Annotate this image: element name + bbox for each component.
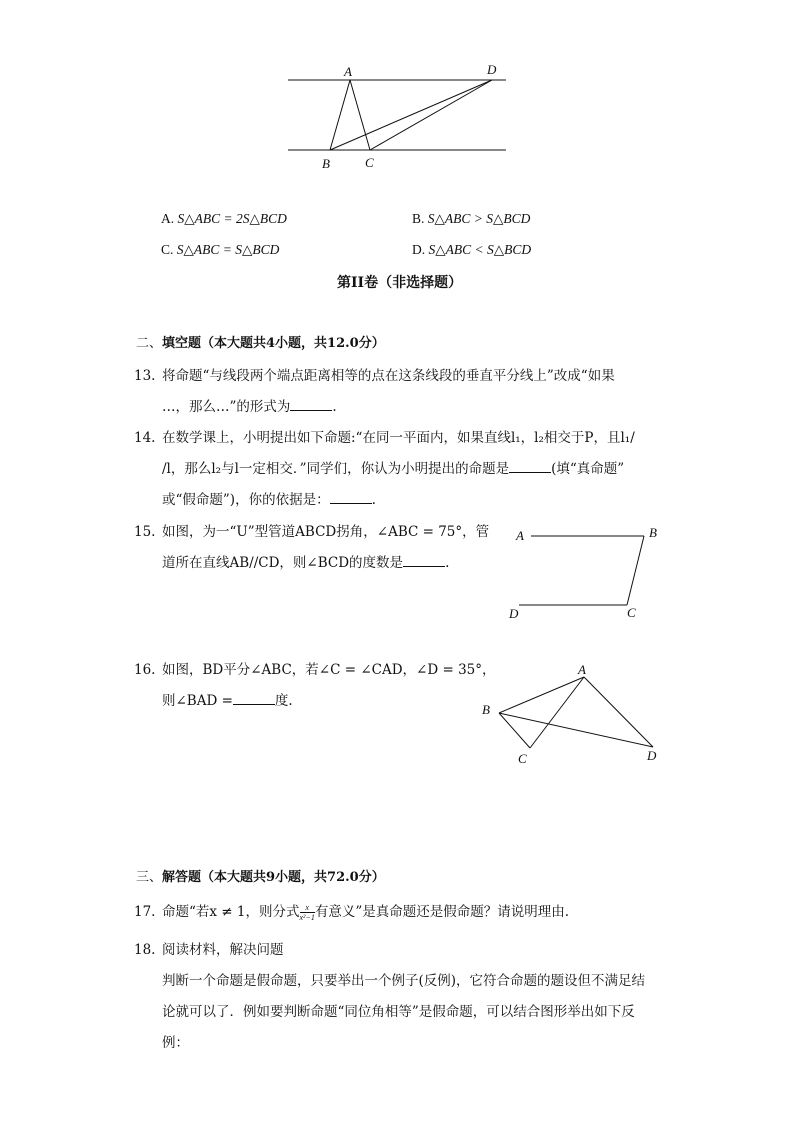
section2-heading — [136, 334, 385, 354]
q15-end: . — [445, 555, 450, 571]
part2-title: 第II卷（非选择题） — [337, 275, 463, 291]
segment-ad — [584, 677, 653, 747]
section3-num: 三、 — [136, 870, 163, 885]
q17-line1 — [162, 902, 569, 922]
option-expr: S△ABC = 2S△BCD — [177, 211, 287, 226]
q15-text: 道所在直线AB//CD，则∠BCD的度数是 — [162, 555, 404, 571]
q17-text: 命题“若x ≠ 1，则分式 — [162, 904, 300, 920]
label-d: D — [509, 606, 519, 621]
segment-ba — [499, 677, 584, 713]
fraction-denominator: x²−1 — [299, 913, 315, 922]
answer-blank[interactable] — [233, 692, 275, 705]
option-expr: S△ABC = S△BCD — [176, 242, 280, 257]
answer-blank[interactable] — [330, 491, 372, 504]
segment-ab — [330, 80, 350, 150]
answer-blank[interactable] — [403, 554, 445, 567]
q14-line3 — [162, 490, 376, 510]
figure-parallel-triangles — [280, 58, 520, 178]
q13-num: 13. — [134, 368, 156, 384]
segment-cd — [370, 80, 492, 150]
option-a — [161, 209, 287, 229]
option-c — [161, 240, 279, 260]
option-expr: S△ABC < S△BCD — [428, 242, 532, 257]
q16-text: 则∠BAD = — [162, 693, 233, 709]
q18-line3: 论就可以了．例如要判断命题“同位角相等”是假命题，可以结合图形举出如下反 — [162, 1004, 635, 1020]
q14-line2 — [162, 459, 624, 479]
q13-end: . — [332, 399, 337, 415]
q14-end: . — [371, 492, 376, 508]
segment-ac — [350, 80, 370, 150]
label-d: D — [487, 62, 497, 77]
option-letter: D. — [412, 242, 426, 257]
section2-title: 填空题（本大题共4小题，共12.0分） — [162, 336, 385, 351]
q17-fraction — [300, 903, 315, 922]
figure-u-pipe — [500, 525, 660, 620]
segment-bc — [499, 713, 530, 748]
segment-bd — [330, 80, 492, 150]
option-letter: A. — [161, 211, 175, 226]
option-letter: C. — [161, 242, 174, 257]
q13-line1: 将命题“与线段两个端点距离相等的点在这条线段的垂直平分线上”改成“如果 — [162, 368, 615, 384]
answer-blank[interactable] — [509, 460, 551, 473]
option-expr: S△ABC > S△BCD — [427, 211, 531, 226]
fraction-numerator: x — [300, 903, 315, 913]
option-letter: B. — [412, 211, 425, 226]
q16-num: 16. — [134, 662, 156, 678]
label-d: D — [647, 748, 657, 763]
q14-text: /l，那么l₂与l一定相交．”同学们，你认为小明提出的命题是 — [162, 461, 510, 477]
q16-line2 — [162, 691, 293, 711]
q15-line2 — [162, 553, 449, 573]
label-b: B — [649, 525, 657, 540]
q14-line1: 在数学课上，小明提出如下命题:“在同一平面内，如果直线l₁，l₂相交于P，且l₁/ — [162, 430, 635, 446]
q18-line1: 阅读材料，解决问题 — [162, 942, 284, 958]
section2-num: 二、 — [136, 336, 163, 351]
q18-num: 18. — [134, 942, 156, 958]
figure-bisector-triangle — [490, 665, 665, 765]
option-b — [412, 209, 530, 229]
label-c: C — [518, 751, 527, 766]
q14-text: 或“假命题”)，你的依据是： — [162, 492, 330, 508]
q14-text-end: (填“真命题” — [551, 461, 625, 477]
segment-bc — [627, 536, 644, 605]
q14-num: 14. — [134, 430, 156, 446]
label-b: B — [482, 702, 490, 717]
q13-text: …，那么…”的形式为 — [162, 399, 291, 415]
segment-bd — [499, 713, 653, 747]
section3-heading — [136, 868, 385, 888]
option-d — [412, 240, 531, 260]
segment-ca — [530, 677, 584, 748]
label-a: A — [344, 64, 352, 79]
answer-blank[interactable] — [290, 398, 332, 411]
label-a: A — [578, 662, 586, 677]
label-c: C — [365, 155, 374, 170]
label-a: A — [516, 528, 524, 543]
q17-text-end: 有意义”是真命题还是假命题？请说明理由. — [314, 904, 570, 920]
q18-line4: 例： — [162, 1035, 189, 1051]
q18-line2: 判断一个命题是假命题，只要举出一个例子(反例)，它符合命题的题设但不满足结 — [162, 973, 646, 989]
label-b: B — [322, 156, 330, 171]
q15-line1: 如图，为一“U”型管道ABCD拐角，∠ABC = 75°，管 — [162, 524, 490, 540]
q16-end: 度. — [274, 693, 293, 709]
q13-line2 — [162, 397, 337, 417]
q16-line1: 如图，BD平分∠ABC，若∠C = ∠CAD，∠D = 35°， — [162, 662, 496, 678]
section3-title: 解答题（本大题共9小题，共72.0分） — [162, 870, 385, 885]
q17-num: 17. — [134, 904, 156, 920]
label-c: C — [627, 605, 636, 620]
q15-num: 15. — [134, 524, 156, 540]
